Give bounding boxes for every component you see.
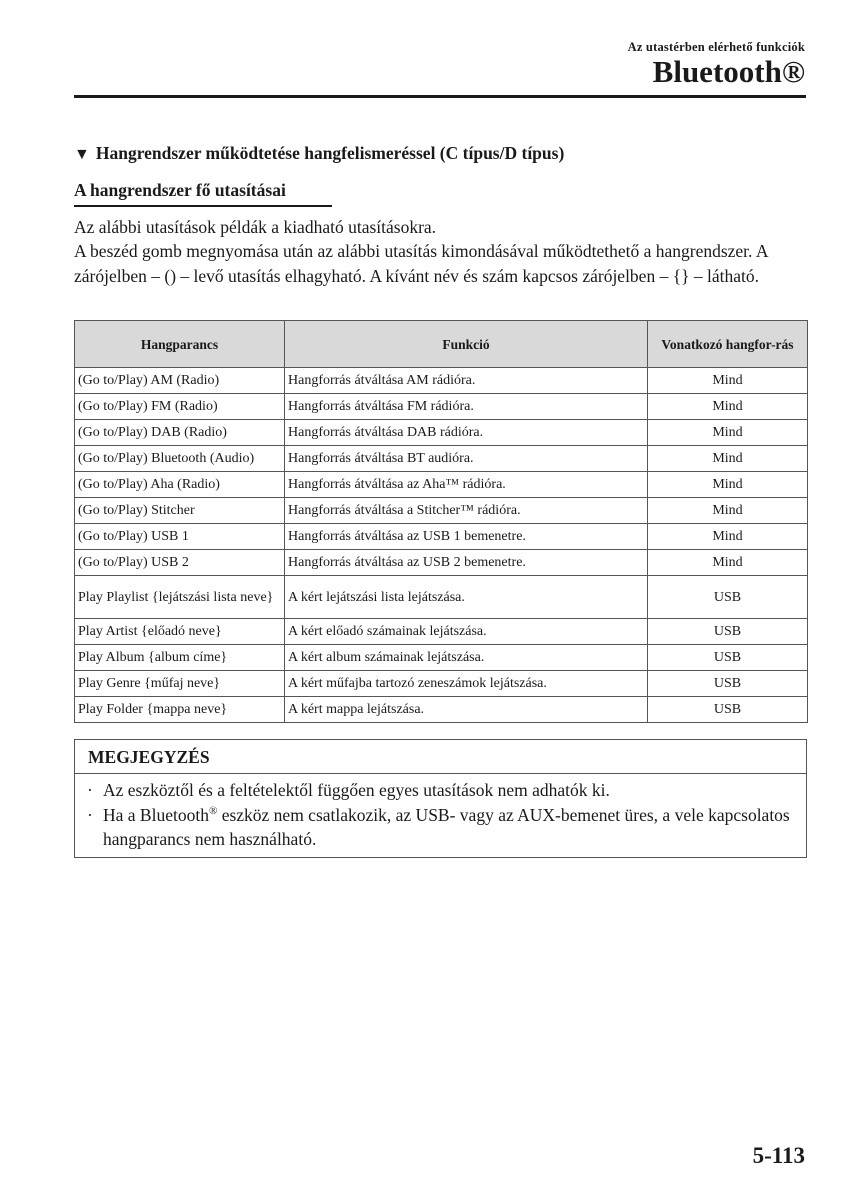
cell-function: Hangforrás átváltása BT audióra. bbox=[285, 446, 648, 472]
cell-command: Play Album {album címe} bbox=[75, 645, 285, 671]
subheading-underline bbox=[74, 205, 332, 207]
cell-function: A kért mappa lejátszása. bbox=[285, 697, 648, 723]
cell-function: Hangforrás átváltása az Aha™ rádióra. bbox=[285, 472, 648, 498]
table-row bbox=[75, 472, 808, 498]
page-number: 5-113 bbox=[752, 1143, 805, 1168]
bullet-icon: · bbox=[87, 780, 93, 800]
column-header-function: Funkció bbox=[285, 321, 648, 368]
cell-source: Mind bbox=[648, 420, 808, 446]
cell-source: Mind bbox=[648, 394, 808, 420]
table-row bbox=[75, 368, 808, 394]
cell-function: Hangforrás átváltása az USB 2 bemenetre. bbox=[285, 550, 648, 576]
note-box bbox=[74, 739, 807, 858]
table-body bbox=[75, 368, 808, 723]
cell-function: A kért lejátszási lista lejátszása. bbox=[285, 576, 648, 619]
note-title: MEGJEGYZÉS bbox=[75, 740, 806, 774]
note-text-part: Ha a Bluetooth bbox=[103, 804, 209, 825]
intro-paragraph: A beszéd gomb megnyomása után az alábbi utasítás kimondásával működtethető a hangrendszer. A zárójelben – () – levő utasítás elhagyható. A kívánt név és szám kapcsos zárójelben – {} – látható. bbox=[74, 241, 768, 286]
cell-source: USB bbox=[648, 576, 808, 619]
section-heading bbox=[74, 143, 564, 164]
cell-command: (Go to/Play) Aha (Radio) bbox=[75, 472, 285, 498]
note-item bbox=[87, 778, 794, 803]
table-row bbox=[75, 524, 808, 550]
subheading: A hangrendszer fő utasításai bbox=[74, 180, 286, 200]
voice-commands-table bbox=[74, 320, 808, 723]
cell-command: (Go to/Play) AM (Radio) bbox=[75, 368, 285, 394]
note-item-text: Az eszköztől és a feltételektől függően egyes utasítások nem adhatók ki. bbox=[103, 780, 610, 800]
header-section-title: Az utastérben elérhető funkciók bbox=[627, 40, 805, 54]
note-list bbox=[75, 774, 806, 852]
cell-function: Hangforrás átváltása AM rádióra. bbox=[285, 368, 648, 394]
cell-source: USB bbox=[648, 619, 808, 645]
cell-function: A kért műfajba tartozó zeneszámok lejátszása. bbox=[285, 671, 648, 697]
triangle-down-icon: ▼ bbox=[74, 146, 90, 163]
table-row bbox=[75, 697, 808, 723]
cell-source: Mind bbox=[648, 498, 808, 524]
cell-command: (Go to/Play) USB 2 bbox=[75, 550, 285, 576]
table-row bbox=[75, 550, 808, 576]
cell-source: Mind bbox=[648, 368, 808, 394]
cell-source: USB bbox=[648, 645, 808, 671]
table-row bbox=[75, 619, 808, 645]
cell-command: Play Playlist {lejátszási lista neve} bbox=[75, 576, 285, 619]
cell-source: Mind bbox=[648, 524, 808, 550]
note-item bbox=[87, 803, 794, 852]
cell-function: A kért előadó számainak lejátszása. bbox=[285, 619, 648, 645]
header-rule bbox=[74, 95, 806, 98]
cell-command: (Go to/Play) USB 1 bbox=[75, 524, 285, 550]
section-heading-text: Hangrendszer működtetése hangfelismeréssel (C típus/D típus) bbox=[95, 143, 565, 163]
cell-function: Hangforrás átváltása az USB 1 bemenetre. bbox=[285, 524, 648, 550]
cell-command: (Go to/Play) FM (Radio) bbox=[75, 394, 285, 420]
cell-source: Mind bbox=[648, 472, 808, 498]
cell-source: USB bbox=[648, 697, 808, 723]
cell-command: Play Folder {mappa neve} bbox=[75, 697, 285, 723]
table-row bbox=[75, 394, 808, 420]
table-row bbox=[75, 576, 808, 619]
table-row bbox=[75, 420, 808, 446]
table-row bbox=[75, 498, 808, 524]
cell-command: Play Artist {előadó neve} bbox=[75, 619, 285, 645]
note-item-text bbox=[103, 803, 794, 852]
cell-source: USB bbox=[648, 671, 808, 697]
cell-command: (Go to/Play) Stitcher bbox=[75, 498, 285, 524]
cell-function: A kért album számainak lejátszása. bbox=[285, 645, 648, 671]
note-text-part: eszköz nem csatlakozik, az USB- vagy az AUX-bemenet üres, a vele kapcsolatos hangparancs nem használható. bbox=[103, 804, 790, 849]
cell-command: (Go to/Play) Bluetooth (Audio) bbox=[75, 446, 285, 472]
column-header-command: Hangparancs bbox=[75, 321, 285, 368]
cell-command: (Go to/Play) DAB (Radio) bbox=[75, 420, 285, 446]
table-header-row bbox=[75, 321, 808, 368]
cell-source: Mind bbox=[648, 550, 808, 576]
header-chapter-title: Bluetooth® bbox=[652, 54, 805, 89]
table-row bbox=[75, 645, 808, 671]
table-row bbox=[75, 671, 808, 697]
intro-text bbox=[74, 215, 814, 288]
bullet-icon: · bbox=[87, 804, 93, 825]
cell-source: Mind bbox=[648, 446, 808, 472]
cell-function: Hangforrás átváltása a Stitcher™ rádióra. bbox=[285, 498, 648, 524]
intro-paragraph: Az alábbi utasítások példák a kiadható utasításokra. bbox=[74, 217, 437, 237]
column-header-source: Vonatkozó hangfor-rás bbox=[648, 321, 808, 368]
cell-command: Play Genre {műfaj neve} bbox=[75, 671, 285, 697]
cell-function: Hangforrás átváltása FM rádióra. bbox=[285, 394, 648, 420]
registered-mark: ® bbox=[208, 804, 218, 817]
table-row bbox=[75, 446, 808, 472]
cell-function: Hangforrás átváltása DAB rádióra. bbox=[285, 420, 648, 446]
